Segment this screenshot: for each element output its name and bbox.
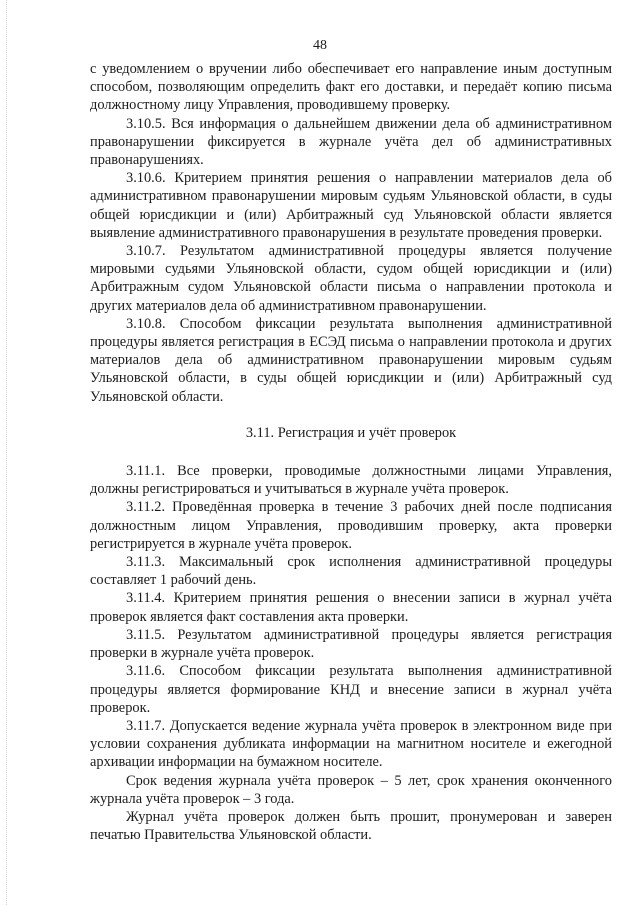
- paragraph-continuation: с уведомлением о вручении либо обеспечивает его направление иным доступным способом, позволяющим определить факт его доставки, и передаёт копию письма должностному лицу Управления, проводившему проверку.: [90, 61, 612, 114]
- paragraph-3-11-7: 3.11.7. Допускается ведение журнала учёта проверок в электронном виде при условии сохранения дубликата информации на магнитном носителе и ежегодной архивации информации на бумажном носителе.: [90, 717, 612, 771]
- paragraph-3-11-2: 3.11.2. Проведённая проверка в течение 3 рабочих дней после подписания должностным лицом Управления, проводившим проверку, акта проверки регистрируется в журнале учёта проверок.: [90, 499, 612, 552]
- paragraph-3-10-8: 3.10.8. Способом фиксации результата выполнения административной процедуры является регистрация в ЕСЭД письма о направлении протокола и других материалов дела об административном правонарушении мировым судьям Ульяновской области, в суды общей юрисдикции и (или) Арбитражный суд Ульяновской области.: [90, 315, 612, 405]
- document-body: [90, 60, 612, 844]
- paragraph-3-10-6: 3.10.6. Критерием принятия решения о направлении материалов дела об административном правонарушении мировым судьям Ульяновской области, в суды общей юрисдикции и (или) Арбитражный суд Ульяновской области является выявление административного правонарушения в результате проведения проверки.: [90, 170, 612, 241]
- page-number: 48: [313, 38, 327, 53]
- page-edge-line: [6, 0, 7, 905]
- paragraph-journal-binding: Журнал учёта проверок должен быть прошит, пронумерован и заверен печатью Правительства Ульяновской области.: [90, 808, 612, 844]
- paragraph-3-11-3: 3.11.3. Максимальный срок исполнения административной процедуры составляет 1 рабочий день.: [90, 554, 612, 589]
- paragraph-3-10-5: 3.10.5. Вся информация о дальнейшем движении дела об административном правонарушении фиксируется в журнале учёта дел об административных правонарушениях.: [90, 115, 612, 169]
- paragraph-3-11-5: 3.11.5. Результатом административной процедуры является регистрация проверки в журнале учёта проверок.: [90, 626, 612, 662]
- paragraph-retention-term: Срок ведения журнала учёта проверок – 5 лет, срок хранения оконченного журнала учёта проверок – 3 года.: [90, 772, 612, 807]
- paragraph-3-10-7: 3.10.7. Результатом административной процедуры является получение мировыми судьями Ульяновской области, судом общей юрисдикции и (или) Арбитражным судом Ульяновской области письма о направлении протокола и других материалов дела об административном правонарушении.: [90, 243, 612, 314]
- section-heading: 3.11. Регистрация и учёт проверок: [245, 424, 457, 441]
- paragraph-3-11-1: 3.11.1. Все проверки, проводимые должностными лицами Управления, должны регистрироваться и учитываться в журнале учёта проверок.: [90, 463, 612, 498]
- paragraph-3-11-6: 3.11.6. Способом фиксации результата выполнения административной процедуры является формирование КНД и внесение записи в журнал учёта проверок.: [90, 663, 612, 716]
- paragraph-3-11-4: 3.11.4. Критерием принятия решения о внесении записи в журнал учёта проверок является факт составления акта проверки.: [90, 590, 612, 625]
